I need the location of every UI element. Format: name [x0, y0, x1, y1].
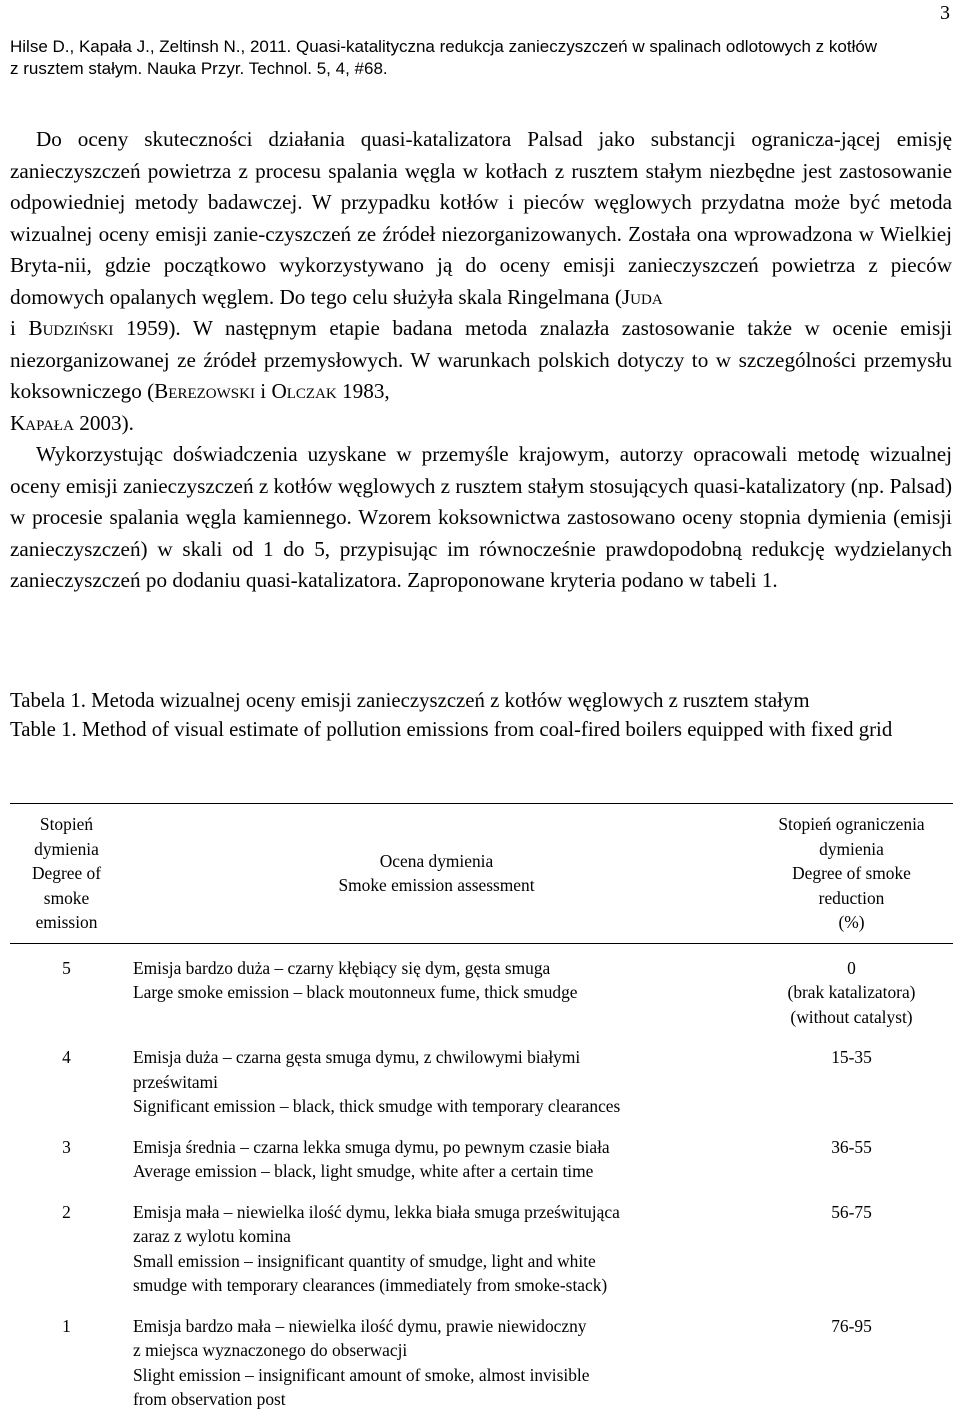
cell-reduction	[750, 1200, 953, 1314]
caption-english: Table 1. Method of visual estimate of pollution emissions from coal-fired boilers equipped with fixed grid	[10, 718, 893, 741]
paragraph-1	[10, 124, 952, 439]
cell-text: Emisja duża – czarna gęsta smuga dymu, z chwilowymi białymi	[133, 1047, 581, 1067]
cell-assessment	[123, 1314, 750, 1416]
body-text	[10, 124, 952, 597]
citation-author-berezowski: Berezowski	[154, 379, 255, 403]
cell-text: prześwitami	[133, 1071, 218, 1092]
citation-line-1: Hilse D., Kapała J., Zeltinsh N., 2011. Quasi-katalityczna redukcja zanieczyszczeń w spalinach odlotowych z kotłów	[10, 37, 878, 56]
citation-line-2: z rusztem stałym. Nauka Przyr. Technol. 5, 4, #68.	[10, 59, 388, 78]
header-text: Stopień	[39, 814, 94, 834]
cell-text: smudge with temporary clearances (immediately from smoke-stack)	[133, 1275, 608, 1295]
cell-assessment	[123, 1200, 750, 1314]
header-text: Degree of smoke	[792, 863, 911, 883]
cell-text: (brak katalizatora)	[787, 982, 916, 1002]
cell-text: 36-55	[831, 1136, 872, 1157]
cell-degree: 5	[62, 957, 71, 978]
cell-text: Average emission – black, light smudge, white after a certain time	[133, 1161, 594, 1181]
header-text: Degree of	[31, 863, 102, 883]
cell-reduction	[750, 1135, 953, 1200]
cell-text: Slight emission – insignificant amount of smoke, almost invisible	[133, 1364, 590, 1385]
table-row	[10, 1045, 953, 1135]
cell-reduction	[750, 1045, 953, 1135]
table-row	[10, 1314, 953, 1416]
cell-text: Emisja bardzo duża – czarny kłębiący się dym, gęsta smuga	[133, 957, 551, 978]
table-caption	[10, 686, 955, 744]
table-header-row	[10, 804, 953, 944]
cell-text: (without catalyst)	[790, 1006, 913, 1027]
cell-text: 15-35	[831, 1047, 872, 1067]
header-text: (%)	[838, 912, 865, 932]
header-text: dymienia	[34, 838, 99, 859]
paragraph-2: Wykorzystując doświadczenia uzyskane w przemyśle krajowym, autorzy opracowali metodę wizualnej oceny emisji zanieczyszczeń z kotłów węglowych z rusztem stałym stosujących quasi-katalizatory (np. Palsad) w procesie spalania węgla kamiennego. Wzorem koksownictwa zastosowano oceny stopnia dymienia (emisji zanieczyszczeń) w skali od 1 do 5, przypisując im równocześnie prawdopodobną redukcję wydzielanych zanieczyszczeń po dodaniu quasi-katalizatora. Zaproponowane kryteria podano w tabeli 1.	[10, 442, 952, 592]
header-text: Ocena dymienia	[379, 850, 494, 871]
header-assessment	[123, 804, 750, 944]
citation-author-kapala: Kapała	[10, 410, 74, 435]
cell-assessment	[123, 1045, 750, 1135]
citation-author-budzinski: Budziński	[28, 316, 114, 340]
cell-assessment	[123, 943, 750, 1045]
paragraph-1-text-2: i	[10, 316, 29, 340]
cell-text: Significant emission – black, thick smudge with temporary clearances	[133, 1096, 621, 1116]
cell-text: Small emission – insignificant quantity of smudge, light and white	[133, 1250, 596, 1271]
cell-text: Large smoke emission – black moutonneux fume, thick smudge	[133, 982, 578, 1002]
cell-text: 56-75	[831, 1201, 872, 1222]
header-reduction	[750, 804, 953, 944]
cell-text: from observation post	[133, 1389, 286, 1409]
header-degree	[10, 804, 123, 944]
citation-author-olczak: Olczak	[271, 379, 337, 403]
cell-degree: 2	[62, 1201, 71, 1222]
paragraph-1-text-5: 1983,	[336, 379, 390, 403]
header-text: smoke	[43, 887, 90, 908]
paragraph-1-text-3: 1959). W następnym etapie badana metoda znalazła zastosowanie także w ocenie emisji niezorganizowanej ze źródeł przemysłowych. W warunkach polskich dotyczy to w szczególności przemysłu koksowniczego (	[10, 316, 953, 403]
table-row	[10, 1200, 953, 1314]
paragraph-1-text-4: i	[254, 379, 272, 403]
cell-text: Emisja bardzo mała – niewielka ilość dymu, prawie niewidoczny	[133, 1315, 587, 1336]
cell-text: z miejsca wyznaczonego do obserwacji	[133, 1340, 408, 1360]
cell-degree: 1	[62, 1315, 71, 1336]
citation-header	[10, 36, 950, 80]
paragraph-1-text-1: Do oceny skuteczności działania quasi-katalizatora Palsad jako substancji ogranicza-jącej emisję zanieczyszczeń powietrza z procesu spalania węgla w kotłach z rusztem stałym niezbędne jest zastosowanie odpowiedniej metody badawczej. W przypadku kotłów i pieców węglowych przydatna może być metoda wizualnej oceny emisji zanie-czyszczeń ze źródeł niezorganizowanych. Została ona wprowadzona w Wielkiej Bryta-nii, gdzie początkowo wykorzystywano ją do oceny emisji zanieczyszczeń powietrza z pieców domowych opalanych węglem. Do tego celu służyła skala Ringelmana (	[10, 127, 952, 309]
header-text: Smoke emission assessment	[338, 875, 535, 896]
cell-text: Emisja średnia – czarna lekka smuga dymu, po pewnym czasie biała	[133, 1136, 610, 1157]
cell-text: 0	[847, 957, 856, 978]
cell-reduction	[750, 1314, 953, 1416]
cell-assessment	[123, 1135, 750, 1200]
page-number: 3	[940, 2, 950, 24]
cell-degree: 3	[62, 1136, 71, 1157]
citation-author-juda: Juda	[621, 284, 663, 309]
header-text: emission	[35, 912, 98, 932]
table-row	[10, 943, 953, 1045]
header-text: dymienia	[819, 838, 884, 859]
cell-text: zaraz z wylotu komina	[133, 1226, 291, 1246]
cell-degree: 4	[62, 1047, 71, 1067]
cell-text: Emisja mała – niewielka ilość dymu, lekka biała smuga prześwitująca	[133, 1201, 620, 1222]
cell-reduction	[750, 943, 953, 1045]
cell-text: 76-95	[831, 1315, 872, 1336]
paragraph-1-text-6: 2003).	[73, 410, 134, 435]
smoke-emission-table	[10, 803, 953, 1416]
header-text: Stopień ograniczenia	[778, 814, 925, 834]
table-row	[10, 1135, 953, 1200]
header-text: reduction	[818, 887, 885, 908]
caption-polish: Tabela 1. Metoda wizualnej oceny emisji zanieczyszczeń z kotłów węglowych z rusztem stałym	[10, 689, 810, 712]
